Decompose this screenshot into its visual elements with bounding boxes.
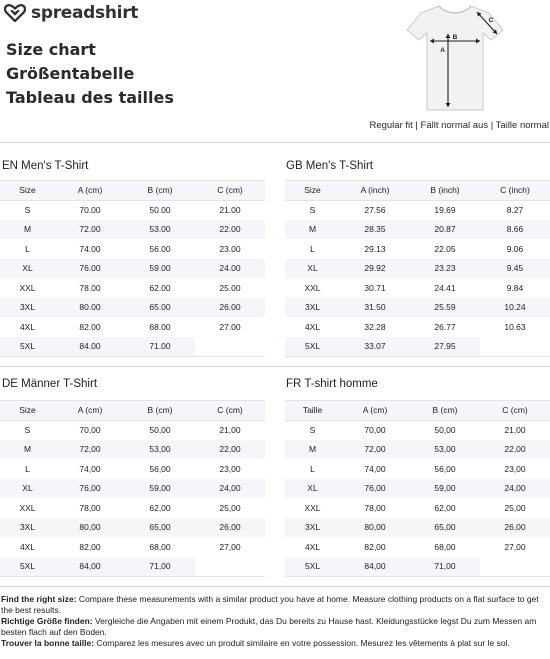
table-row xyxy=(285,557,550,577)
table-cell: 27.95 xyxy=(410,337,480,357)
table-cell: 24.00 xyxy=(195,259,265,279)
table-cell: XXL xyxy=(304,282,321,293)
table-cell: 29.92 xyxy=(340,259,410,279)
table-cell: 21.00 xyxy=(219,205,241,215)
table-cell: 27.00 xyxy=(219,321,241,332)
table-cell: 65,00 xyxy=(410,518,480,538)
table-cell: 24,00 xyxy=(480,479,550,499)
instruction-fr xyxy=(1,638,549,649)
table-cell: 78,00 xyxy=(364,502,386,513)
table-cell: 22.05 xyxy=(434,243,456,254)
table-cell: 62.00 xyxy=(149,282,171,293)
table-cell: 71.00 xyxy=(125,337,195,357)
table-cell: 5XL xyxy=(0,337,55,357)
table-row xyxy=(0,220,265,240)
table-row xyxy=(285,239,550,259)
instruction-en xyxy=(1,594,549,616)
table-header-row xyxy=(0,401,265,421)
table-cell: 10.63 xyxy=(504,321,526,332)
table-cell: 24.41 xyxy=(434,282,456,293)
fit-note: Regular fit | Fällt normal aus | Taille normal xyxy=(369,120,549,131)
table-header-row xyxy=(285,401,550,421)
table-cell: 3XL xyxy=(285,298,340,318)
column-header: C (cm) xyxy=(480,401,550,421)
table-cell: 22,00 xyxy=(195,440,265,460)
table-row xyxy=(0,518,265,538)
table-cell: 33.07 xyxy=(340,337,410,357)
table-title-gb: GB Men's T-Shirt xyxy=(286,160,373,172)
table-row xyxy=(0,440,265,460)
table-row xyxy=(285,278,550,298)
table-cell: S xyxy=(24,205,31,215)
table-cell: 84,00 xyxy=(55,557,125,577)
table-cell: 24,00 xyxy=(195,479,265,499)
table-cell: 26.00 xyxy=(195,298,265,318)
table-cell: 56.00 xyxy=(149,243,171,254)
table-cell: 80.00 xyxy=(55,298,125,318)
table-cell: 3XL xyxy=(0,298,55,318)
table-cell: XXL xyxy=(304,502,321,513)
table-cell: 80,00 xyxy=(340,518,410,538)
column-header: B (cm) xyxy=(125,401,195,421)
table-cell: 25,00 xyxy=(219,502,241,513)
title-fr: Tableau des tailles xyxy=(6,88,174,107)
footer-instructions xyxy=(1,594,549,649)
column-header: A (cm) xyxy=(340,401,410,421)
table-row xyxy=(0,298,265,318)
table-cell: 26.77 xyxy=(434,321,456,332)
table-cell: 71,00 xyxy=(125,557,195,577)
table-cell: 53,00 xyxy=(410,440,480,460)
table-cell: 27,00 xyxy=(219,541,241,552)
brand-logo[interactable] xyxy=(4,2,138,24)
table-cell: 3XL xyxy=(285,518,340,538)
table-row xyxy=(0,278,265,298)
table-cell: 19.69 xyxy=(434,205,456,215)
table-row xyxy=(0,259,265,279)
table-row xyxy=(0,557,265,577)
title-en: Size chart xyxy=(6,40,96,59)
table-cell: 9.45 xyxy=(480,259,550,279)
table-cell: 53,00 xyxy=(125,440,195,460)
table-cell: 30.71 xyxy=(364,282,386,293)
table-cell: 29.13 xyxy=(364,243,386,254)
table-cell: 59.00 xyxy=(125,259,195,279)
table-cell: 8.66 xyxy=(480,220,550,240)
table-cell: 25,00 xyxy=(504,502,526,513)
table-row xyxy=(285,420,550,440)
column-header: B (cm) xyxy=(410,401,480,421)
brand-name: spreadshirt xyxy=(31,3,139,23)
column-header: C (cm) xyxy=(195,181,265,201)
table-cell: XXL xyxy=(19,282,36,293)
table-cell: 65,00 xyxy=(125,518,195,538)
table-cell xyxy=(195,337,265,357)
table-cell: 71,00 xyxy=(410,557,480,577)
table-cell: 82,00 xyxy=(364,541,386,552)
title-de: Größentabelle xyxy=(6,64,135,83)
column-header: A (cm) xyxy=(55,181,125,201)
column-header: B (inch) xyxy=(410,181,480,201)
column-header: A (cm) xyxy=(55,401,125,421)
table-cell: 53.00 xyxy=(125,220,195,240)
table-cell xyxy=(480,337,550,357)
table-cell: 22.00 xyxy=(195,220,265,240)
size-table-de xyxy=(0,400,265,577)
table-cell: 21,00 xyxy=(219,425,241,435)
instruction-text: Comparez les mesures avec un produit similaire en votre possession. Mesurez les vêtements à plat sur le sol. xyxy=(94,638,510,648)
table-cell: 5XL xyxy=(285,337,340,357)
table-cell: XXL xyxy=(19,502,36,513)
diagram-label-c: C xyxy=(488,17,494,24)
table-cell: XL xyxy=(285,479,340,499)
table-cell: 74.00 xyxy=(79,243,101,254)
table-cell: 50,00 xyxy=(434,425,456,435)
table-row xyxy=(0,317,265,337)
table-cell: 56,00 xyxy=(434,463,456,474)
table-cell xyxy=(480,557,550,577)
table-cell: M xyxy=(285,220,340,240)
table-row xyxy=(285,440,550,460)
table-cell: L xyxy=(310,243,315,254)
instruction-label: Richtige Größe finden: xyxy=(1,616,93,626)
table-title-de: DE Männer T-Shirt xyxy=(2,378,98,390)
instruction-de xyxy=(1,616,549,638)
column-header: C (inch) xyxy=(480,181,550,201)
table-cell: M xyxy=(285,440,340,460)
table-cell: 59,00 xyxy=(125,479,195,499)
table-cell: S xyxy=(309,205,316,215)
table-row xyxy=(0,337,265,357)
table-cell: 21,00 xyxy=(504,425,526,435)
table-row xyxy=(285,479,550,499)
table-row xyxy=(0,498,265,518)
table-cell: 70,00 xyxy=(79,425,101,435)
size-table-en xyxy=(0,180,265,357)
column-header: Size xyxy=(0,181,55,201)
table-cell: 26,00 xyxy=(195,518,265,538)
table-cell: 23,00 xyxy=(504,463,526,474)
size-table-gb xyxy=(285,180,550,357)
table-cell: L xyxy=(25,463,30,474)
instruction-label: Find the right size: xyxy=(1,594,77,604)
size-table-fr xyxy=(285,400,550,577)
table-cell: 78.00 xyxy=(79,282,101,293)
table-cell: 62,00 xyxy=(434,502,456,513)
header-divider xyxy=(0,142,550,143)
table-cell: 78,00 xyxy=(79,502,101,513)
table-cell: 72,00 xyxy=(55,440,125,460)
diagram-label-a: A xyxy=(440,47,445,54)
table-row xyxy=(285,518,550,538)
table-cell: XL xyxy=(0,479,55,499)
column-header: C (cm) xyxy=(195,401,265,421)
table-cell: 59,00 xyxy=(410,479,480,499)
table-cell: 32.28 xyxy=(364,321,386,332)
footer-divider xyxy=(0,586,550,587)
table-row xyxy=(285,220,550,240)
table-cell: 68,00 xyxy=(149,541,171,552)
table-cell: 27,00 xyxy=(504,541,526,552)
table-cell: M xyxy=(0,220,55,240)
column-header: Size xyxy=(0,401,55,421)
instruction-text: Vergleiche die Angaben mit einem Produkt, das Du bereits zu Hause hast. Kleidungsstücke legst Du zum Messen am besten flach auf den Boden. xyxy=(1,616,537,637)
table-cell: 50.00 xyxy=(149,205,171,215)
table-cell: 70,00 xyxy=(364,425,386,435)
table-cell: 76.00 xyxy=(55,259,125,279)
table-cell: 4XL xyxy=(19,321,36,332)
table-cell: 74,00 xyxy=(364,463,386,474)
table-cell: 22,00 xyxy=(480,440,550,460)
table-row xyxy=(0,537,265,557)
table-cell: 4XL xyxy=(19,541,36,552)
table-cell: 20.87 xyxy=(410,220,480,240)
table-cell: 25.59 xyxy=(410,298,480,318)
column-header: B (cm) xyxy=(125,181,195,201)
table-row xyxy=(0,459,265,479)
table-cell: 23,00 xyxy=(219,463,241,474)
table-cell: L xyxy=(310,463,315,474)
column-header: Taille xyxy=(285,401,340,421)
table-cell: 5XL xyxy=(285,557,340,577)
table-row xyxy=(0,239,265,259)
table-row xyxy=(0,479,265,499)
table-cell: XL xyxy=(285,259,340,279)
table-row xyxy=(285,259,550,279)
table-cell: XL xyxy=(0,259,55,279)
column-header: Size xyxy=(285,181,340,201)
table-cell: 80,00 xyxy=(55,518,125,538)
table-cell: 56,00 xyxy=(149,463,171,474)
tshirt-measure-diagram xyxy=(405,0,505,112)
table-cell: 9.06 xyxy=(506,243,524,254)
table-header-row xyxy=(285,181,550,201)
column-header: A (inch) xyxy=(340,181,410,201)
table-cell: 84.00 xyxy=(55,337,125,357)
table-cell: 8.27 xyxy=(506,205,524,215)
table-cell: 68,00 xyxy=(434,541,456,552)
table-row xyxy=(285,298,550,318)
table-cell: 26,00 xyxy=(480,518,550,538)
table-cell: 3XL xyxy=(0,518,55,538)
table-cell: 31.50 xyxy=(340,298,410,318)
table-cell: S xyxy=(309,425,316,435)
table-row xyxy=(285,459,550,479)
table-cell: 27.56 xyxy=(364,205,386,215)
table-cell: 10.24 xyxy=(480,298,550,318)
table-row xyxy=(285,200,550,220)
table-cell: 84,00 xyxy=(340,557,410,577)
table-row xyxy=(285,337,550,357)
table-cell: 23.23 xyxy=(410,259,480,279)
table-row xyxy=(0,200,265,220)
table-cell: 68.00 xyxy=(149,321,171,332)
page-titles xyxy=(6,38,174,110)
diagram-label-b: B xyxy=(452,34,458,41)
table-row xyxy=(285,498,550,518)
table-cell: S xyxy=(24,425,31,435)
table-cell: 72,00 xyxy=(340,440,410,460)
table-cell: 65.00 xyxy=(125,298,195,318)
table-cell: 76,00 xyxy=(340,479,410,499)
instruction-label: Trouver la bonne taille: xyxy=(1,638,95,648)
table-cell: 4XL xyxy=(304,321,321,332)
header xyxy=(0,0,550,150)
table-cell: 25.00 xyxy=(219,282,241,293)
table-cell: 70.00 xyxy=(79,205,101,215)
table-cell: M xyxy=(0,440,55,460)
table-cell: 72.00 xyxy=(55,220,125,240)
section-divider xyxy=(0,366,550,367)
table-cell: 82,00 xyxy=(79,541,101,552)
table-title-en: EN Men's T-Shirt xyxy=(2,160,89,172)
table-header-row xyxy=(0,181,265,201)
table-row xyxy=(285,317,550,337)
table-cell: 82.00 xyxy=(79,321,101,332)
table-cell: 50,00 xyxy=(149,425,171,435)
heart-logo-icon xyxy=(4,4,26,22)
table-cell xyxy=(195,557,265,577)
instruction-text: Compare these measurements with a similar product you have at home. Measure clothing products on a flat surface to get the best results. xyxy=(1,594,539,615)
table-cell: 76,00 xyxy=(55,479,125,499)
table-cell: 23.00 xyxy=(219,243,241,254)
table-cell: 28.35 xyxy=(340,220,410,240)
table-cell: L xyxy=(25,243,30,254)
table-title-fr: FR T-shirt homme xyxy=(286,378,378,390)
table-cell: 4XL xyxy=(304,541,321,552)
table-cell: 74,00 xyxy=(79,463,101,474)
table-cell: 62,00 xyxy=(149,502,171,513)
table-cell: 9.84 xyxy=(506,282,524,293)
table-cell: 5XL xyxy=(0,557,55,577)
table-row xyxy=(0,420,265,440)
table-row xyxy=(285,537,550,557)
